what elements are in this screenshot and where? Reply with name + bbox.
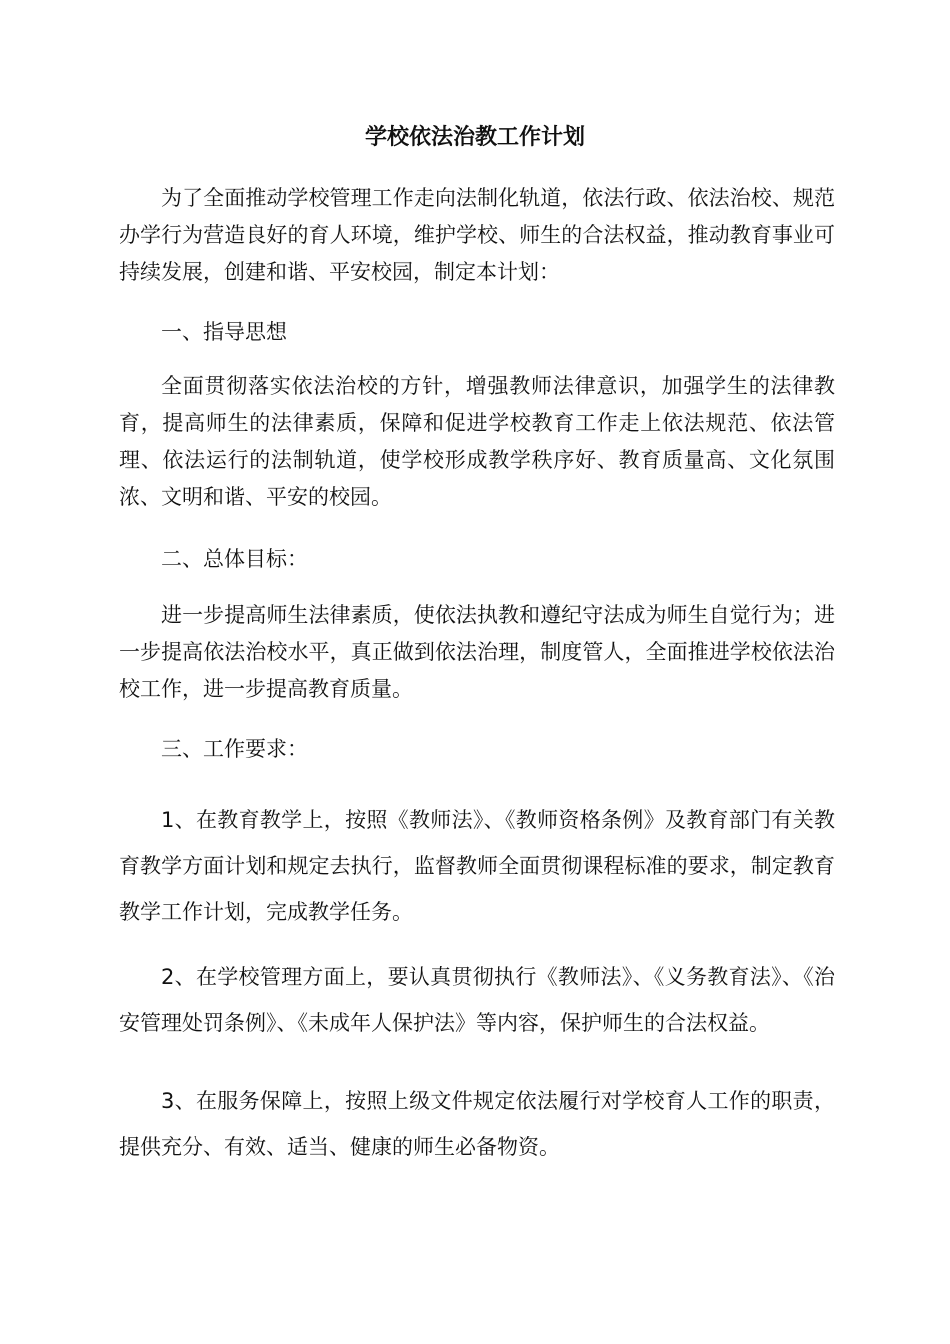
requirement-number-3: 3 [161, 1089, 175, 1113]
requirement-item-2 [119, 954, 835, 1046]
requirement-text-3: 、在服务保障上，按照上级文件规定依法履行对学校育人工作的职责，提供充分、有效、适当、健康的师生必备物资。 [119, 1089, 835, 1159]
requirement-item-1 [119, 797, 835, 935]
requirement-item-3 [119, 1078, 835, 1170]
section-body-overall-goal: 进一步提高师生法律素质，使依法执教和遵纪守法成为师生自觉行为；进一步提高依法治校水平，真正做到依法治理，制度管人，全面推进学校依法治校工作，进一步提高教育质量。 [119, 603, 835, 701]
section-heading-overall-goal: 二、总体目标： [161, 547, 308, 571]
requirement-number-1: 1 [161, 808, 175, 832]
requirement-text-1: 、在教育教学上，按照《教师法》、《教师资格条例》及教育部门有关教育教学方面计划和规定去执行，监督教师全面贯彻课程标准的要求，制定教育教学工作计划，完成教学任务。 [119, 808, 835, 924]
intro-paragraph: 为了全面推动学校管理工作走向法制化轨道，依法行政、依法治校、规范办学行为营造良好的育人环境，维护学校、师生的合法权益，推动教育事业可持续发展，创建和谐、平安校园，制定本计划： [119, 186, 835, 284]
requirement-number-2: 2 [161, 965, 175, 989]
requirement-text-2: 、在学校管理方面上，要认真贯彻执行《教师法》、《义务教育法》、《治安管理处罚条例》、《未成年人保护法》等内容，保护师生的合法权益。 [119, 965, 835, 1035]
section-body-guiding-ideology: 全面贯彻落实依法治校的方针，增强教师法律意识，加强学生的法律教育，提高师生的法律素质，保障和促进学校教育工作走上依法规范、依法管理、依法运行的法制轨道，使学校形成教学秩序好、教育质量高、文化氛围浓、文明和谐、平安的校园。 [119, 374, 835, 509]
section-heading-work-requirements: 三、工作要求： [161, 737, 308, 761]
section-heading-guiding-ideology: 一、指导思想 [161, 320, 287, 344]
document-title: 学校依法治教工作计划 [364, 124, 585, 150]
